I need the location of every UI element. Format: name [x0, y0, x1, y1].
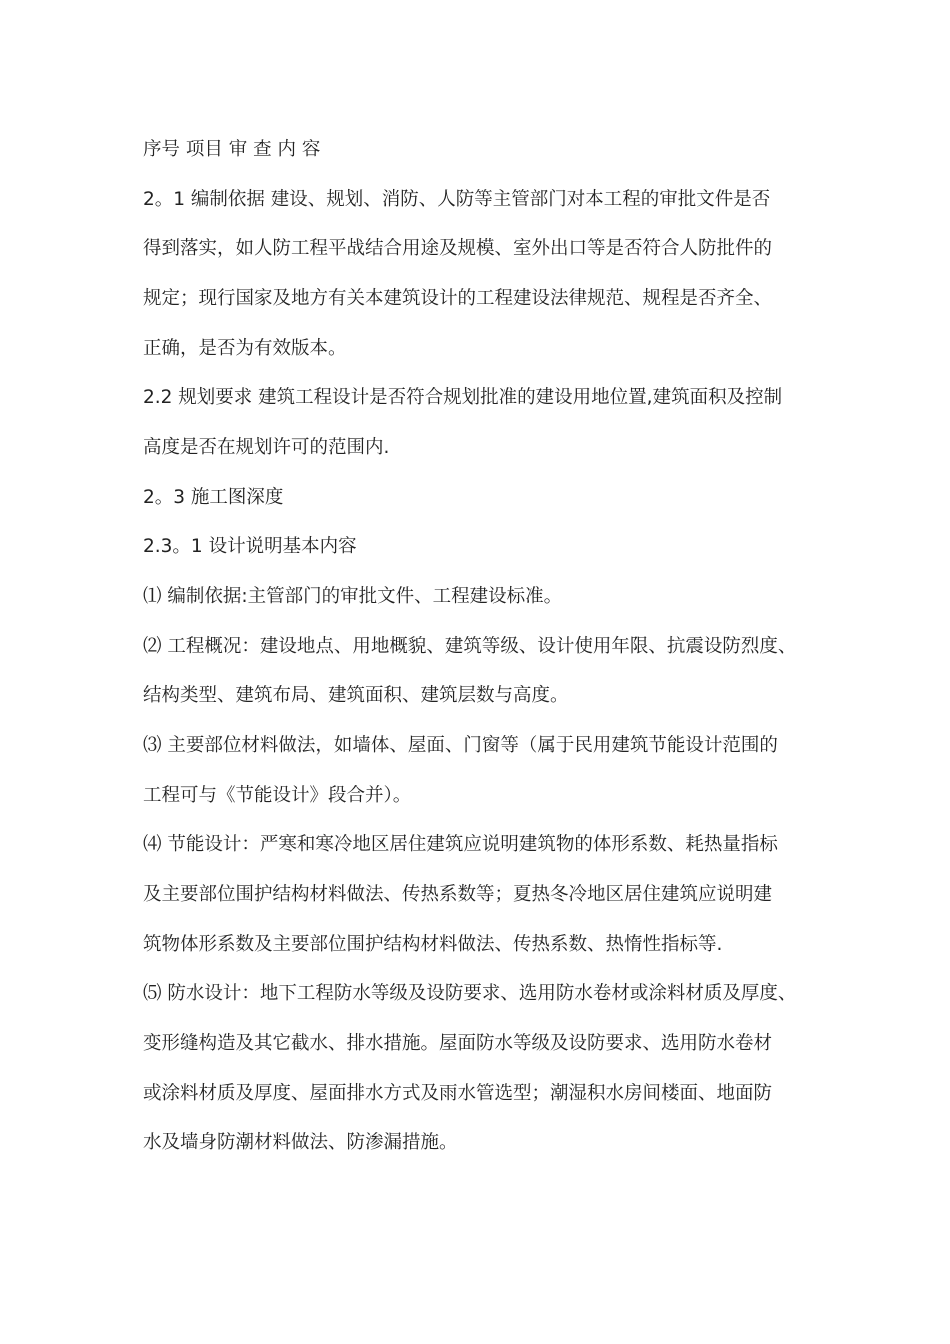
text-line: 2。1 编制依据 建设、规划、消防、人防等主管部门对本工程的审批文件是否 — [143, 189, 771, 210]
text-line-heading: 序号 项目 审 查 内 容 — [143, 139, 321, 160]
text-line: 高度是否在规划许可的范围内. — [143, 437, 390, 458]
text-line: 或涂料材质及厚度、屋面排水方式及雨水管选型；潮湿积水房间楼面、地面防 — [143, 1083, 773, 1104]
text-line-item: ⑸ 防水设计：地下工程防水等级及设防要求、选用防水卷材或涂料材质及厚度、 — [143, 983, 797, 1004]
text-line-item: ⑵ 工程概况：建设地点、用地概貌、建筑等级、设计使用年限、抗震设防烈度、 — [143, 636, 797, 657]
text-line: 得到落实，如人防工程平战结合用途及规模、室外出口等是否符合人防批件的 — [143, 238, 773, 259]
text-line-item: ⑷ 节能设计：严寒和寒冷地区居住建筑应说明建筑物的体形系数、耗热量指标 — [143, 834, 778, 855]
text-line-item: ⑶ 主要部位材料做法，如墙体、屋面、门窗等（属于民用建筑节能设计范围的 — [143, 735, 778, 756]
text-line: 2.2 规划要求 建筑工程设计是否符合规划批准的建设用地位置,建筑面积及控制 — [143, 387, 783, 408]
text-line: 工程可与《节能设计》段合并）。 — [143, 785, 412, 806]
text-line-section: 2。3 施工图深度 — [143, 487, 284, 508]
text-line: 水及墙身防潮材料做法、防渗漏措施。 — [143, 1132, 458, 1153]
text-line: 筑物体形系数及主要部位围护结构材料做法、传热系数、热惰性指标等. — [143, 934, 723, 955]
text-line-subsection: 2.3。1 设计说明基本内容 — [143, 536, 357, 557]
text-line: 变形缝构造及其它截水、排水措施。屋面防水等级及设防要求、选用防水卷材 — [143, 1033, 773, 1054]
text-line-item: ⑴ 编制依据:主管部门的审批文件、工程建设标准。 — [143, 586, 563, 607]
text-line: 规定；现行国家及地方有关本建筑设计的工程建设法律规范、规程是否齐全、 — [143, 288, 773, 309]
text-line: 结构类型、建筑布局、建筑面积、建筑层数与高度。 — [143, 685, 569, 706]
text-line: 及主要部位围护结构材料做法、传热系数等；夏热冬冷地区居住建筑应说明建 — [143, 884, 773, 905]
text-line: 正确，是否为有效版本。 — [143, 338, 347, 359]
